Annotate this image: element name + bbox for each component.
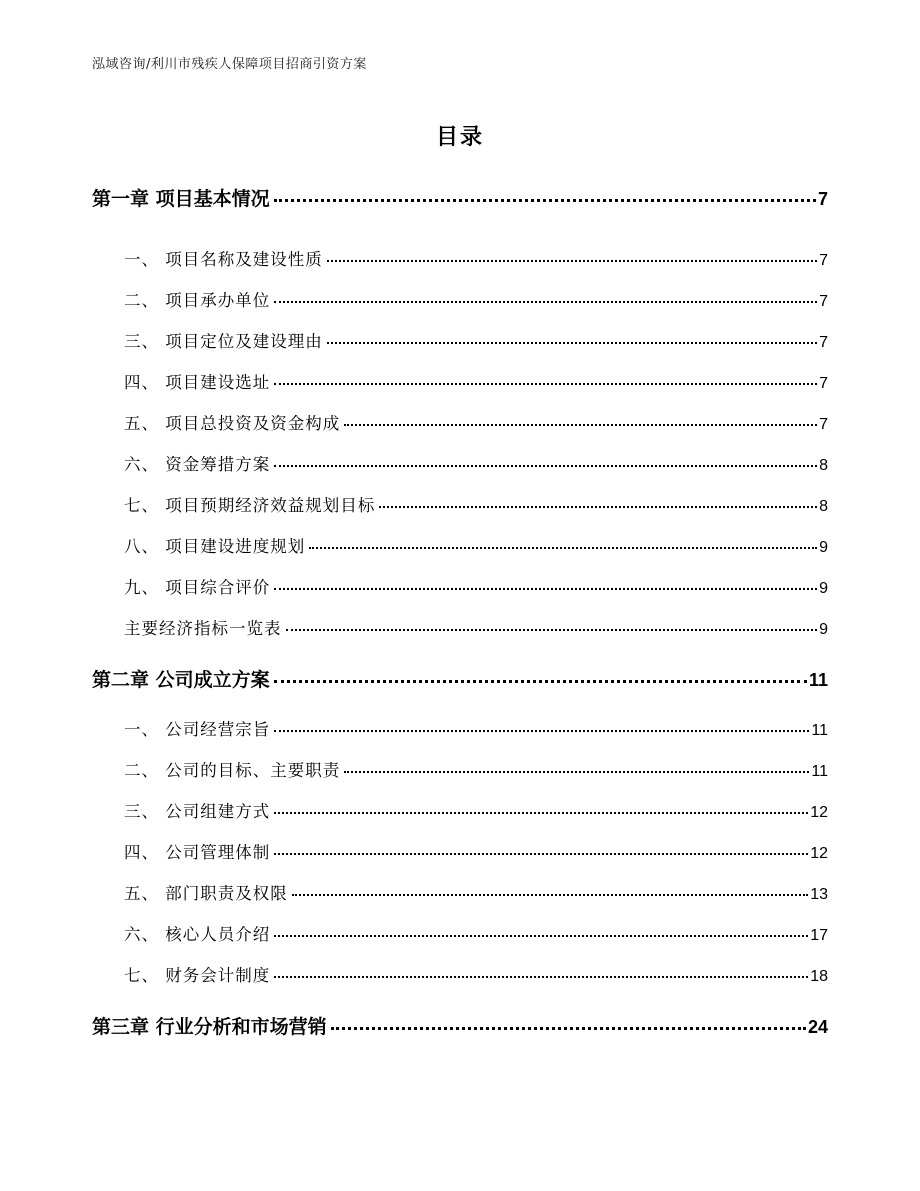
toc-entry-number: 第一章 xyxy=(92,188,156,210)
toc-entry-section[interactable] xyxy=(124,798,828,822)
dot-leader xyxy=(274,588,817,590)
toc-entry-number: 第三章 xyxy=(92,1016,156,1038)
toc-entry-label: 项目承办单位 xyxy=(165,291,271,310)
toc-entry-page: 7 xyxy=(819,416,828,433)
toc-entry-number: 六、 xyxy=(124,925,166,944)
toc-entry-label: 项目建设选址 xyxy=(165,373,271,392)
dot-leader xyxy=(274,935,808,937)
dot-leader xyxy=(344,424,817,426)
toc-entry-section[interactable] xyxy=(124,880,828,904)
toc-entry-number: 七、 xyxy=(124,966,166,985)
dot-leader xyxy=(327,260,817,262)
dot-leader xyxy=(379,506,817,508)
toc-entry-page: 7 xyxy=(819,252,828,269)
toc-entry-page: 9 xyxy=(819,580,828,597)
toc-entry-label: 行业分析和市场营销 xyxy=(155,1016,327,1038)
toc-entry-label: 项目预期经济效益规划目标 xyxy=(165,496,376,515)
toc-entry-section[interactable] xyxy=(124,369,828,393)
toc-entry-label: 公司管理体制 xyxy=(165,843,271,862)
toc-entry-section[interactable] xyxy=(124,492,828,516)
toc-entry-section[interactable] xyxy=(124,533,828,557)
dot-leader xyxy=(274,465,817,467)
toc-entry-number: 一、 xyxy=(124,720,166,739)
toc-entry-page: 7 xyxy=(819,375,828,392)
toc-entry-section[interactable] xyxy=(124,410,828,434)
toc-entry-number: 三、 xyxy=(124,332,166,351)
toc-title: 目录 xyxy=(435,125,484,150)
toc-entry-label: 部门职责及权限 xyxy=(165,884,288,903)
toc-entry-section[interactable] xyxy=(124,574,828,598)
toc-entry-number: 五、 xyxy=(124,884,166,903)
toc-entry-section[interactable] xyxy=(124,451,828,475)
toc-entry-section[interactable] xyxy=(124,757,828,781)
toc-entry-chapter-3[interactable] xyxy=(92,1012,828,1039)
toc-entry-section[interactable] xyxy=(124,287,828,311)
toc-entry-number: 二、 xyxy=(124,291,166,310)
toc-entry-page: 7 xyxy=(819,293,828,310)
toc-entry-page: 9 xyxy=(819,621,828,638)
toc-entry-label: 项目基本情况 xyxy=(155,188,270,210)
toc-entry-section[interactable] xyxy=(124,615,828,639)
toc-entry-label: 项目建设进度规划 xyxy=(165,537,306,556)
toc-entry-number: 一、 xyxy=(124,250,166,269)
dot-leader xyxy=(274,199,816,202)
toc-entry-number: 六、 xyxy=(124,455,166,474)
toc-entry-section[interactable] xyxy=(124,716,828,740)
toc-entry-section[interactable] xyxy=(124,839,828,863)
dot-leader xyxy=(274,383,817,385)
toc-entry-label: 公司成立方案 xyxy=(155,669,270,691)
toc-entry-number: 四、 xyxy=(124,373,166,392)
toc-entry-label: 项目总投资及资金构成 xyxy=(165,414,341,433)
dot-leader xyxy=(274,730,809,732)
toc-entry-number: 九、 xyxy=(124,578,166,597)
dot-leader xyxy=(309,547,817,549)
toc-entry-label: 主要经济指标一览表 xyxy=(124,619,282,638)
toc-entry-page: 7 xyxy=(819,334,828,351)
dot-leader xyxy=(292,894,808,896)
toc-entry-label: 项目名称及建设性质 xyxy=(165,250,323,269)
toc-entry-number: 三、 xyxy=(124,802,166,821)
dot-leader xyxy=(274,301,817,303)
toc-entry-page: 9 xyxy=(819,539,828,556)
toc-entry-label: 项目综合评价 xyxy=(165,578,271,597)
toc-entry-page: 7 xyxy=(817,189,828,209)
toc-entry-page: 11 xyxy=(811,722,828,739)
toc-entry-page: 11 xyxy=(808,670,828,690)
toc-entry-page: 8 xyxy=(819,498,828,515)
toc-entry-page: 13 xyxy=(810,886,828,903)
dot-leader xyxy=(274,680,807,683)
toc-entry-number: 四、 xyxy=(124,843,166,862)
toc-entry-label: 公司经营宗旨 xyxy=(165,720,271,739)
toc-entry-chapter-1[interactable] xyxy=(92,184,828,211)
toc-entry-number: 二、 xyxy=(124,761,166,780)
dot-leader xyxy=(331,1027,806,1030)
dot-leader xyxy=(274,853,808,855)
running-header: 泓域咨询/利川市残疾人保障项目招商引资方案 xyxy=(92,57,367,72)
toc-entry-section[interactable] xyxy=(124,328,828,352)
toc-entry-number: 七、 xyxy=(124,496,166,515)
toc-entry-label: 项目定位及建设理由 xyxy=(165,332,323,351)
dot-leader xyxy=(286,629,818,631)
toc-entry-page: 11 xyxy=(811,763,828,780)
toc-entry-number: 八、 xyxy=(124,537,166,556)
toc-entry-number: 五、 xyxy=(124,414,166,433)
dot-leader xyxy=(274,812,808,814)
toc-entry-page: 12 xyxy=(810,804,828,821)
toc-entry-label: 公司的目标、主要职责 xyxy=(165,761,341,780)
toc-entry-page: 18 xyxy=(810,968,828,985)
toc-entry-label: 核心人员介绍 xyxy=(165,925,271,944)
toc-entry-chapter-2[interactable] xyxy=(92,665,828,692)
toc-entry-page: 8 xyxy=(819,457,828,474)
toc-entry-section[interactable] xyxy=(124,921,828,945)
toc-entry-label: 财务会计制度 xyxy=(165,966,271,985)
toc-entry-section[interactable] xyxy=(124,962,828,986)
dot-leader xyxy=(327,342,817,344)
toc-entry-label: 资金筹措方案 xyxy=(165,455,271,474)
toc-entry-page: 24 xyxy=(807,1017,828,1037)
toc-entry-page: 12 xyxy=(810,845,828,862)
toc-entry-page: 17 xyxy=(810,927,828,944)
toc-entry-section[interactable] xyxy=(124,246,828,270)
toc-entry-number: 第二章 xyxy=(92,669,156,691)
dot-leader xyxy=(344,771,809,773)
toc-entry-label: 公司组建方式 xyxy=(165,802,271,821)
dot-leader xyxy=(274,976,808,978)
